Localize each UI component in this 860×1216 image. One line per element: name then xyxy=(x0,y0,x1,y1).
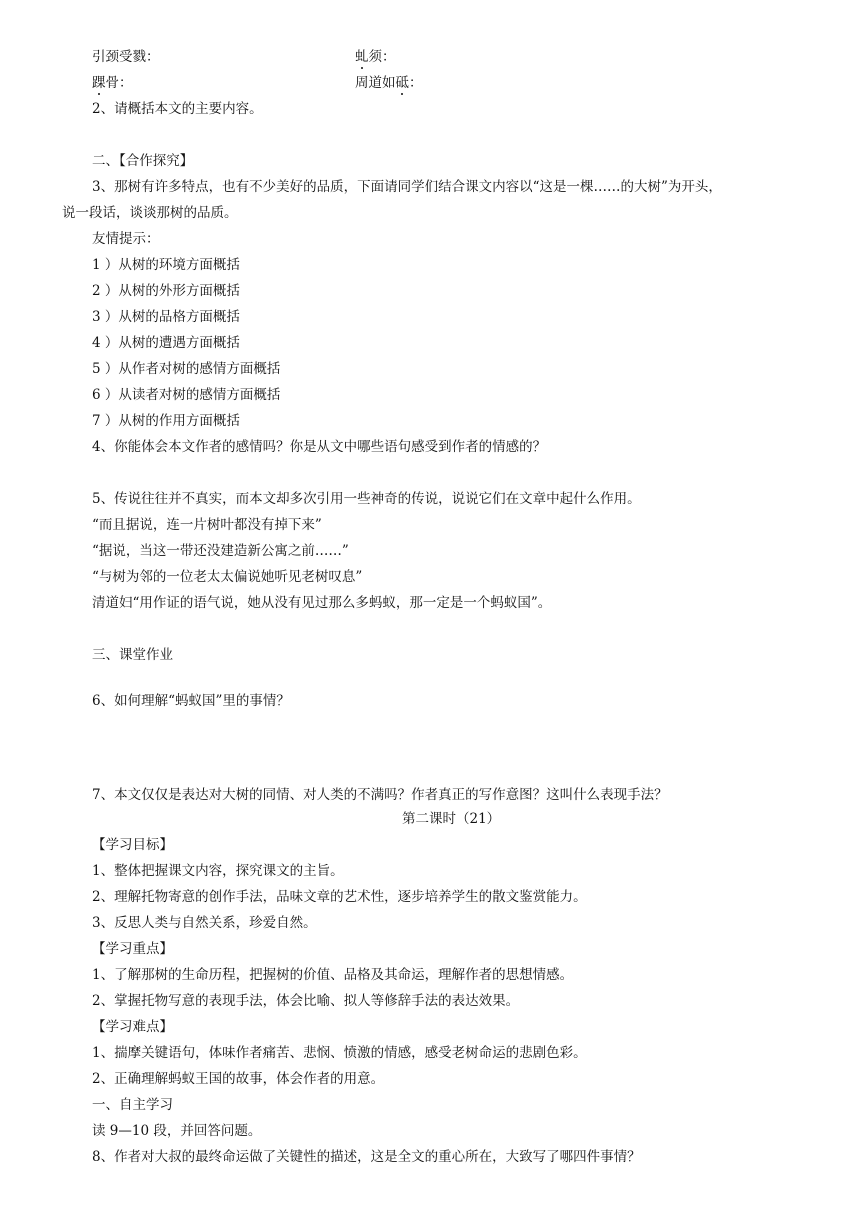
vocab-item-huaigu xyxy=(92,74,133,92)
vocab-text: 骨： xyxy=(105,75,133,91)
key-point-item: 2、掌握托物写意的表现手法，体会比喻、拟人等修辞手法的表达效果。 xyxy=(92,993,520,1009)
vocab-text: 周道如 xyxy=(355,75,396,91)
difficult-point-item: 2、正确理解蚂蚁王国的故事，体会作者的用意。 xyxy=(92,1071,385,1087)
hint-item: 2 ）从树的外形方面概括 xyxy=(92,283,240,299)
emphasis-char: 虬 xyxy=(355,49,369,65)
vocab-item-yinjingshoulu: 引颈受戮： xyxy=(92,49,160,65)
question-8: 8、作者对大叔的最终命运做了关键性的描述，这是全文的重心所在，大致写了哪四件事情？ xyxy=(92,1149,641,1165)
hint-item: 5 ）从作者对树的感情方面概括 xyxy=(92,361,281,377)
hint-item: 7 ）从树的作用方面概括 xyxy=(92,413,240,429)
hint-title: 友情提示： xyxy=(92,231,160,247)
quote-item: “据说，当这一带还没建造新公寓之前……” xyxy=(92,543,349,559)
question-6: 6、如何理解“蚂蚁国”里的事情？ xyxy=(92,693,290,709)
hint-item: 1 ）从树的环境方面概括 xyxy=(92,257,240,273)
self-study-instruction: 读 9—10 段，并回答问题。 xyxy=(92,1123,262,1139)
question-3-line-2: 说一段话，谈谈那树的品质。 xyxy=(62,205,238,221)
vocab-item-zhoudaorudi xyxy=(355,74,423,92)
goal-item: 2、理解托物寄意的创作手法，品味文章的艺术性，逐步培养学生的散文鉴赏能力。 xyxy=(92,889,587,905)
lesson-2-title: 第二课时（21） xyxy=(402,811,501,827)
hint-item: 6 ）从读者对树的感情方面概括 xyxy=(92,387,281,403)
question-4: 4、你能体会本文作者的感情吗？你是从文中哪些语句感受到作者的情感的？ xyxy=(92,439,547,455)
question-2: 2、请概括本文的主要内容。 xyxy=(92,101,263,117)
question-5: 5、传说往往并不真实，而本文却多次引用一些神奇的传说，说说它们在文章中起什么作用。 xyxy=(92,491,641,507)
quote-item: “而且据说，连一片树叶都没有掉下来” xyxy=(92,517,322,533)
key-point-item: 1、了解那树的生命历程，把握树的价值、品格及其命运，理解作者的思想情感。 xyxy=(92,967,574,983)
vocab-item-qiuxu xyxy=(355,48,396,66)
hint-item: 3 ）从树的品格方面概括 xyxy=(92,309,240,325)
question-7: 7、本文仅仅是表达对大树的同情、对人类的不满吗？作者真正的写作意图？这叫什么表现手法？ xyxy=(92,787,668,803)
self-study-heading: 一、自主学习 xyxy=(92,1097,173,1113)
vocab-text: 须： xyxy=(368,49,396,65)
goals-heading: 【学习目标】 xyxy=(92,837,173,853)
quote-item: “与树为邻的一位老太太偏说她听见老树叹息” xyxy=(92,569,363,585)
section-3-heading: 三、课堂作业 xyxy=(92,647,173,663)
goal-item: 3、反思人类与自然关系，珍爱自然。 xyxy=(92,915,317,931)
key-points-heading: 【学习重点】 xyxy=(92,941,173,957)
goal-item: 1、整体把握课文内容，探究课文的主旨。 xyxy=(92,863,344,879)
emphasis-char: 踝 xyxy=(92,75,106,91)
hint-item: 4 ）从树的遭遇方面概括 xyxy=(92,335,240,351)
question-3-line-1: 3、那树有许多特点，也有不少美好的品质，下面请同学们结合课文内容以“这是一棵……的大树”为开头， xyxy=(92,179,722,195)
quote-item: 清道妇“用作证的语气说，她从没有见过那么多蚂蚁，那一定是一个蚂蚁国”。 xyxy=(92,595,552,611)
vocab-text: ： xyxy=(409,75,423,91)
section-2-heading: 二、【合作探究】 xyxy=(92,153,194,169)
difficult-point-item: 1、揣摩关键语句，体味作者痛苦、悲悯、愤激的情感，感受老树命运的悲剧色彩。 xyxy=(92,1045,587,1061)
emphasis-char: 砥 xyxy=(395,75,409,91)
difficult-points-heading: 【学习难点】 xyxy=(92,1019,173,1035)
